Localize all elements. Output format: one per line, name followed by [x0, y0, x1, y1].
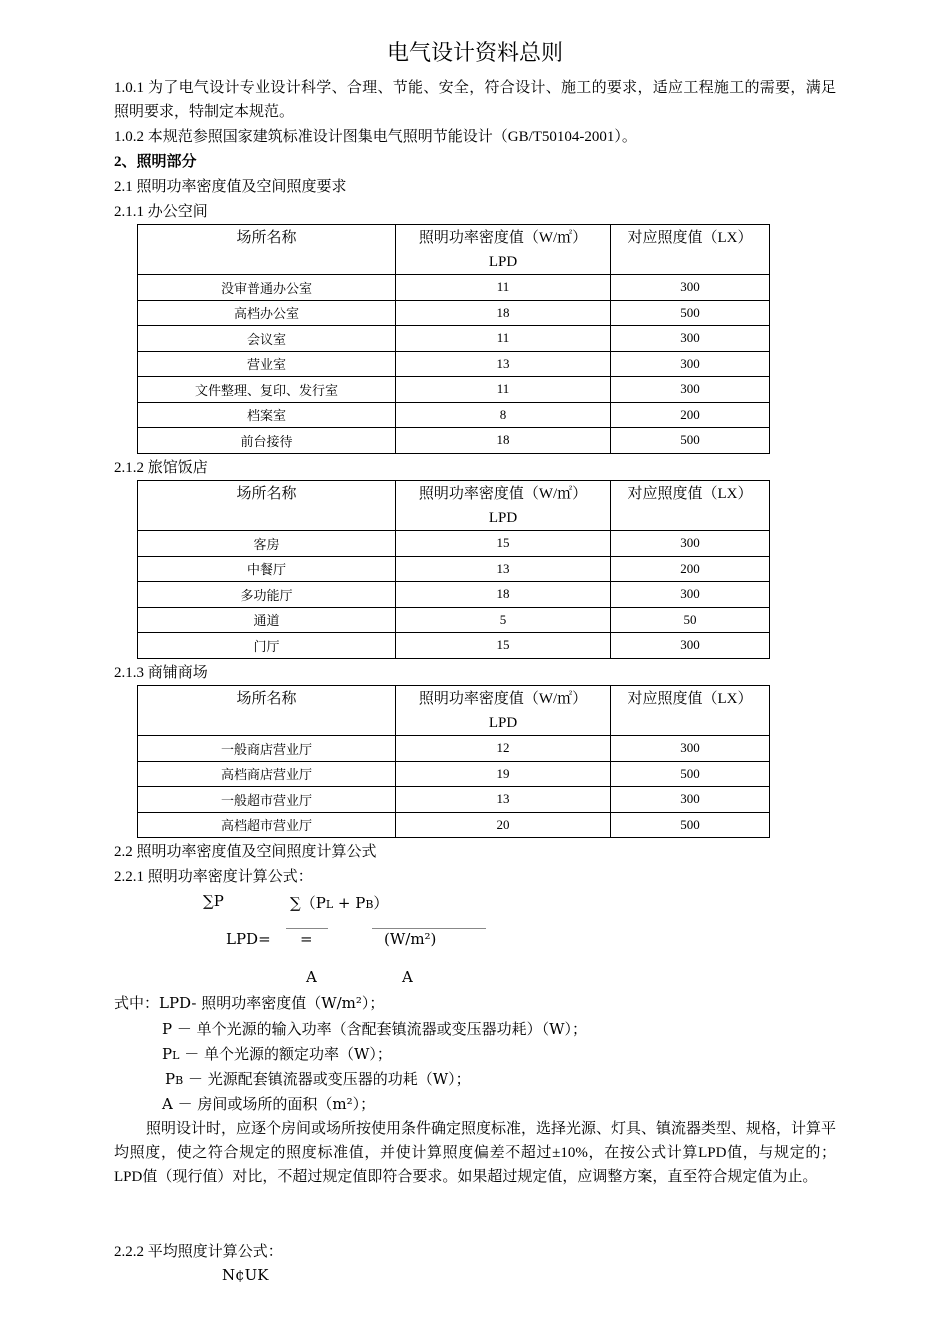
section-2-2-1-title: 2.2.1 照明功率密度计算公式： [114, 869, 313, 885]
section-2-1-1-title: 2.1.1 办公空间 [114, 204, 208, 220]
page-title: 电气设计资料总则 [386, 40, 563, 65]
cell-lux-value: 300 [611, 787, 770, 813]
formula-unit: (W/m²) [384, 930, 437, 948]
cell-place-name: 营业室 [138, 351, 396, 377]
cell-place-name: 高档商店营业厅 [138, 761, 396, 787]
formula-average-illuminance: N¢UK [222, 1266, 269, 1284]
formula-lhs: LPD= [226, 930, 271, 948]
table-header-row [138, 686, 770, 736]
cell-place-name: 没审普通办公室 [138, 275, 396, 301]
definition-pb: PB － 光源配套镇流器或变压器的功耗（W）； [165, 1070, 471, 1088]
cell-lux-value: 300 [611, 736, 770, 762]
cell-lpd-value: 13 [396, 787, 611, 813]
table-row [138, 275, 770, 301]
column-header-lux: 对应照度值（LX） [611, 225, 770, 275]
paragraph-1-0-2: 1.0.2 本规范参照国家建筑标准设计图集电气照明节能设计（GB/T50104-2001）。 [114, 129, 637, 145]
formula-sum-p: ∑P [203, 892, 224, 910]
cell-lux-value: 300 [611, 531, 770, 557]
section-heading-lighting: 2、照明部分 [114, 154, 197, 170]
cell-place-name: 高档超市营业厅 [138, 812, 396, 838]
cell-lpd-value: 15 [396, 633, 611, 659]
table-row [138, 812, 770, 838]
cell-lux-value: 500 [611, 812, 770, 838]
table-row [138, 787, 770, 813]
cell-lux-value: 50 [611, 607, 770, 633]
cell-place-name: 一般超市营业厅 [138, 787, 396, 813]
cell-place-name: 文件整理、复印、发行室 [138, 377, 396, 403]
cell-place-name: 前台接待 [138, 428, 396, 454]
column-header-lpd: 照明功率密度值（W/㎡） LPD [396, 481, 611, 531]
table-row [138, 633, 770, 659]
cell-lux-value: 300 [611, 275, 770, 301]
cell-place-name: 一般商店营业厅 [138, 736, 396, 762]
section-2-1-3-title: 2.1.3 商铺商场 [114, 665, 208, 681]
hotel-restaurant-table [137, 480, 770, 659]
table-row [138, 556, 770, 582]
cell-lpd-value: 11 [396, 377, 611, 403]
cell-lux-value: 300 [611, 582, 770, 608]
table-row [138, 377, 770, 403]
cell-lux-value: 300 [611, 633, 770, 659]
cell-lpd-value: 13 [396, 351, 611, 377]
cell-lpd-value: 13 [396, 556, 611, 582]
explanation-paragraph: 照明设计时，应逐个房间或场所按使用条件确定照度标准，选择光源、灯具、镇流器类型、规格，计算平均照度，使之符合规定的照度标准值，并使计算照度偏差不超过±10%，在按公式计算LPD值，与规定的；LPD值（现行值）对比，不超过规定值即符合要求。如果超过规定值，应调整方案，直至符合规定值为止。 [114, 1121, 837, 1185]
column-header-lpd: 照明功率密度值（W/㎡） LPD [396, 225, 611, 275]
formula-fraction-bar [372, 928, 486, 929]
cell-place-name: 高档办公室 [138, 300, 396, 326]
cell-lpd-value: 8 [396, 402, 611, 428]
definition-lpd: 式中：LPD- 照明功率密度值（W/m²）； [114, 994, 385, 1012]
table-row [138, 402, 770, 428]
formula-denominator-2: A [402, 968, 413, 986]
cell-lux-value: 300 [611, 351, 770, 377]
column-header-name: 场所名称 [138, 481, 396, 531]
cell-place-name: 门厅 [138, 633, 396, 659]
cell-lpd-value: 5 [396, 607, 611, 633]
table-row [138, 736, 770, 762]
table-row [138, 761, 770, 787]
cell-lux-value: 300 [611, 326, 770, 352]
cell-lpd-value: 20 [396, 812, 611, 838]
section-2-1-title: 2.1 照明功率密度值及空间照度要求 [114, 179, 347, 195]
cell-lux-value: 500 [611, 300, 770, 326]
section-2-2-2-title: 2.2.2 平均照度计算公式： [114, 1244, 283, 1260]
column-header-lux: 对应照度值（LX） [611, 686, 770, 736]
paragraph-1-0-1: 1.0.1 为了电气设计专业设计科学、合理、节能、安全，符合设计、施工的要求，适应工程施工的需要，满足照明要求，特制定本规范。 [114, 80, 836, 120]
column-header-name: 场所名称 [138, 225, 396, 275]
section-2-1-2-title: 2.1.2 旅馆饭店 [114, 460, 208, 476]
definition-pl: PL － 单个光源的额定功率（W）； [162, 1045, 392, 1063]
definition-a: A － 房间或场所的面积（m²）； [162, 1095, 376, 1113]
column-header-name: 场所名称 [138, 686, 396, 736]
table-row [138, 300, 770, 326]
table-row [138, 428, 770, 454]
cell-place-name: 档案室 [138, 402, 396, 428]
cell-place-name: 会议室 [138, 326, 396, 352]
table-row [138, 326, 770, 352]
definition-p: P － 单个光源的输入功率（含配套镇流器或变压器功耗）（W）； [162, 1020, 588, 1038]
cell-lux-value: 200 [611, 402, 770, 428]
table-row [138, 351, 770, 377]
cell-lpd-value: 11 [396, 326, 611, 352]
cell-lpd-value: 18 [396, 428, 611, 454]
table-header-row [138, 225, 770, 275]
formula-fraction-bar [286, 928, 328, 929]
cell-lpd-value: 18 [396, 582, 611, 608]
cell-lpd-value: 12 [396, 736, 611, 762]
cell-place-name: 中餐厅 [138, 556, 396, 582]
formula-sum-pl-pb: ∑（PL + PB） [290, 894, 389, 912]
cell-place-name: 客房 [138, 531, 396, 557]
table-row [138, 582, 770, 608]
cell-lux-value: 500 [611, 428, 770, 454]
cell-place-name: 多功能厅 [138, 582, 396, 608]
formula-equals: = [300, 930, 313, 948]
cell-lpd-value: 19 [396, 761, 611, 787]
section-2-2-title: 2.2 照明功率密度值及空间照度计算公式 [114, 844, 377, 860]
cell-lux-value: 200 [611, 556, 770, 582]
table-row [138, 531, 770, 557]
formula-denominator-1: A [306, 968, 317, 986]
shop-mall-table [137, 685, 770, 838]
cell-lux-value: 300 [611, 377, 770, 403]
cell-lpd-value: 15 [396, 531, 611, 557]
column-header-lpd: 照明功率密度值（W/㎡） LPD [396, 686, 611, 736]
cell-place-name: 通道 [138, 607, 396, 633]
cell-lpd-value: 18 [396, 300, 611, 326]
office-space-table [137, 224, 770, 454]
cell-lux-value: 500 [611, 761, 770, 787]
column-header-lux: 对应照度值（LX） [611, 481, 770, 531]
table-row [138, 607, 770, 633]
table-header-row [138, 481, 770, 531]
cell-lpd-value: 11 [396, 275, 611, 301]
